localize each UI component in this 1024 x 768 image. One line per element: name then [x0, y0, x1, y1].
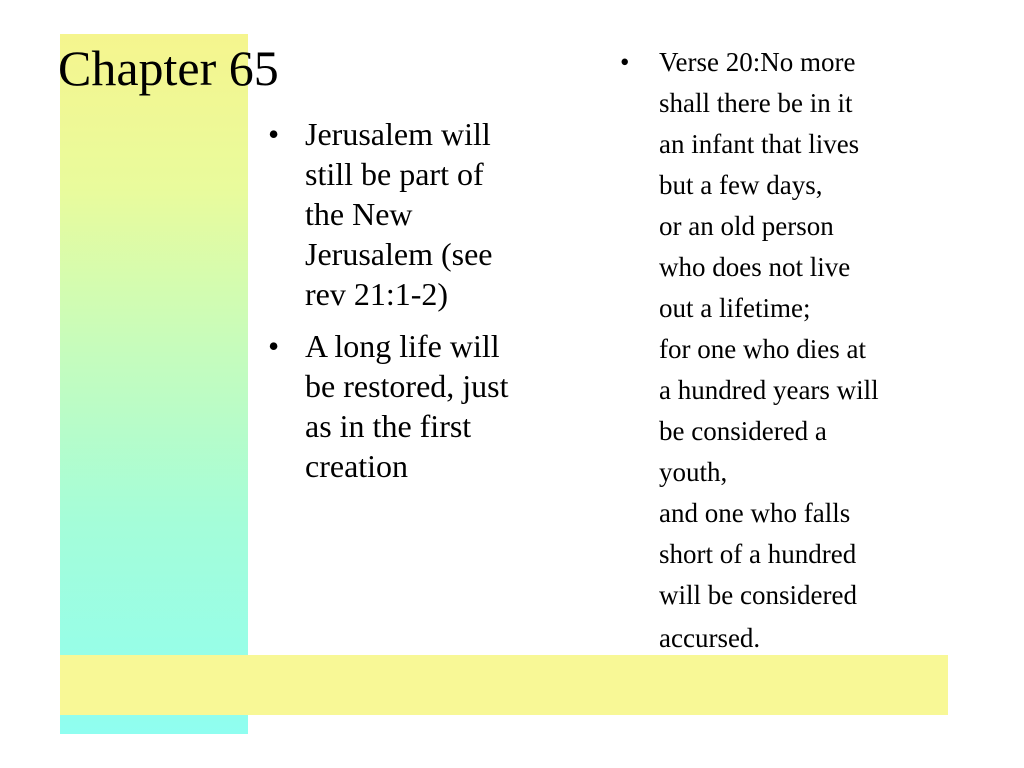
verse-text-line: out a lifetime; — [659, 293, 811, 323]
verse-text-line: youth, — [659, 457, 728, 487]
right-bullet-list — [620, 42, 950, 659]
verse-text-line: will be considered — [659, 580, 857, 610]
bullet-icon: • — [268, 116, 280, 152]
bullet-item — [268, 114, 568, 314]
decorative-gradient-sidebar — [60, 34, 248, 734]
verse-text-line: who does not live — [659, 252, 851, 282]
bullet-icon: • — [620, 47, 630, 77]
verse-text-line: a hundred years will — [659, 375, 879, 405]
bullet-text-line: Jerusalem (see — [305, 236, 493, 272]
bullet-text-line: the New — [305, 196, 413, 232]
bullet-item — [268, 326, 568, 486]
verse-text-line: Verse 20:No more — [659, 47, 856, 77]
verse-text-line: shall there be in it — [659, 88, 853, 118]
verse-text-line: short of a hundred — [659, 539, 857, 569]
verse-text-line: for one who dies at — [659, 334, 866, 364]
bullet-text-line: creation — [305, 448, 409, 484]
decorative-bottom-bar — [60, 655, 948, 715]
bullet-text-line: Jerusalem will — [305, 116, 491, 152]
bullet-text-line: still be part of — [305, 156, 484, 192]
verse-text-line: be considered a — [659, 416, 827, 446]
verse-text-line: and one who falls — [659, 498, 851, 528]
bullet-icon: • — [268, 328, 280, 364]
verse-text-line: an infant that lives — [659, 129, 860, 159]
bullet-text-line: A long life will — [305, 328, 500, 364]
verse-text-line: or an old person — [659, 211, 834, 241]
verse-text-line: but a few days, — [659, 170, 823, 200]
bullet-text-line: be restored, just — [305, 368, 509, 404]
verse-text-line: accursed. — [659, 623, 761, 653]
bullet-text-line: as in the first — [305, 408, 472, 444]
bullet-item-verse — [620, 42, 950, 659]
slide-title: Chapter 65 — [58, 40, 279, 96]
bullet-text-line: rev 21:1-2) — [305, 276, 449, 312]
left-bullet-list — [268, 114, 568, 498]
